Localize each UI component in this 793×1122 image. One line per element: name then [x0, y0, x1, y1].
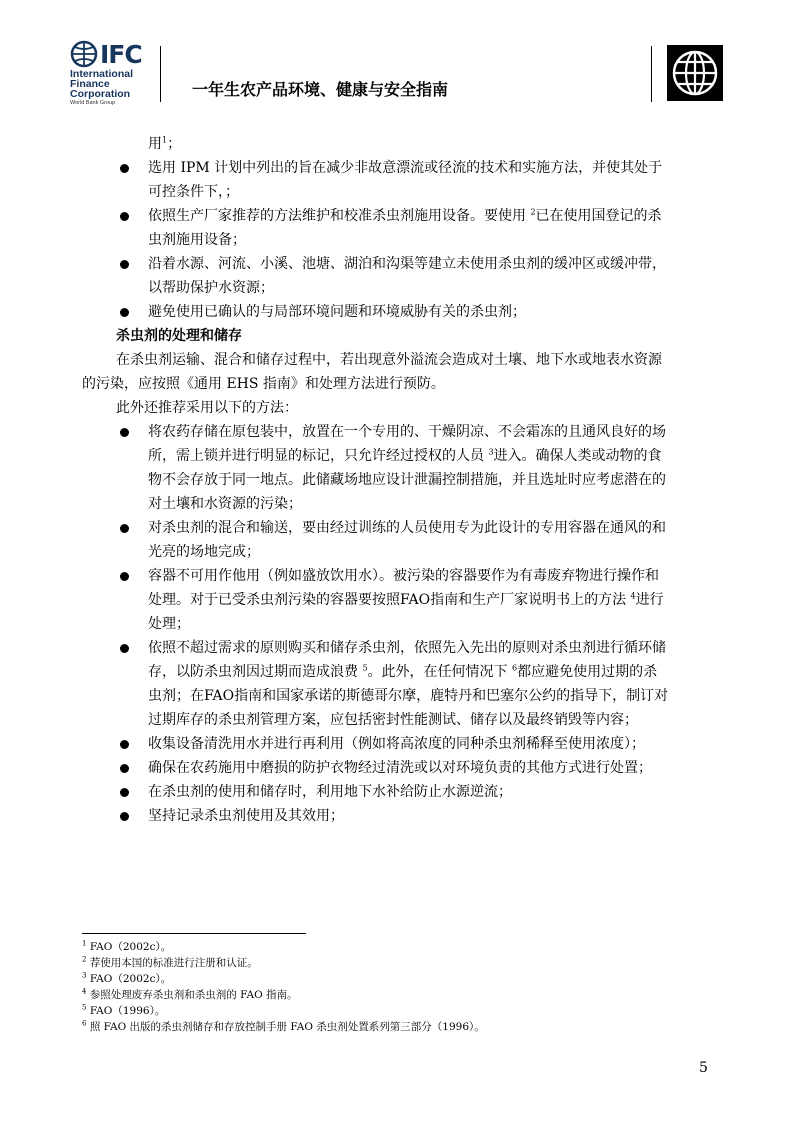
footnote-ref: 1	[162, 135, 168, 145]
list-item	[116, 516, 714, 564]
text: 进入。确保人类或动物的食	[493, 448, 662, 464]
text: ；	[167, 136, 182, 152]
text-line: 过期库存的杀虫剂管理方案，应包括密封性能测试、储存以及最终销毁等内容；	[148, 712, 638, 728]
header-divider-right	[651, 46, 652, 102]
text-line: 物不会存放于同一地点。此储藏场地应设计泄漏控制措施，并且选址时应考虑潜在的	[148, 472, 666, 488]
footnote	[82, 955, 485, 971]
footnote-number: 2	[82, 955, 87, 964]
text-line: 以帮助保护水资源；	[148, 280, 274, 296]
bullet-icon	[120, 524, 129, 533]
main-content	[82, 132, 714, 828]
footnote	[82, 987, 485, 1003]
ifc-globe-icon	[70, 40, 104, 70]
text: 。此外，在任何情况下	[367, 664, 512, 680]
bullet-icon	[120, 164, 129, 173]
text: 都应避免使用过期的杀	[517, 664, 658, 680]
text-line: 将农药存储在原包装中，放置在一个专用的、干燥阴凉、不会霜冻的且通风良好的场	[148, 424, 666, 440]
header-divider-left	[160, 46, 161, 102]
footnote-text: FAO（1996）。	[89, 1005, 166, 1017]
continued-line	[116, 132, 714, 156]
list-item	[116, 564, 714, 636]
text-line: 收集设备清洗用水并进行再利用（例如将高浓度的同种杀虫剂稀释至使用浓度）；	[148, 736, 645, 752]
text-line: 可控条件下，；	[148, 184, 239, 200]
text-line: 虫剂；在FAO指南和国家承诺的斯德哥尔摩，鹿特丹和巴塞尔公约的指导下，制订对	[148, 688, 669, 704]
text-line: 沿着水源、河流、小溪、池塘、湖泊和沟渠等建立未使用杀虫剂的缓冲区或缓冲带，	[148, 256, 666, 272]
ifc-name-line: International	[70, 68, 134, 80]
text-line: 避免使用已确认的与局部环境问题和环境威胁有关的杀虫剂；	[148, 304, 526, 320]
footnote-ref: 5	[362, 663, 368, 673]
ifc-logo	[70, 40, 150, 110]
text-line: 确保在农药施用中磨损的防护衣物经过清洗或以对环境负责的其他方式进行处置；	[148, 760, 652, 776]
bullet-icon	[120, 644, 129, 653]
bullet-icon	[120, 260, 129, 269]
text-line	[148, 204, 714, 228]
text-line	[148, 588, 714, 612]
paragraph-line: 在杀虫剂运输、混合和储存过程中，若出现意外溢流会造成对土壤、地下水或地表水资源	[116, 352, 662, 368]
page-number: 5	[699, 1060, 708, 1076]
footnote-ref: 3	[488, 447, 494, 457]
ifc-subtitle: World Bank Group	[70, 100, 116, 106]
bullet-icon	[120, 308, 129, 317]
footnote-number: 3	[82, 971, 87, 980]
footnote-ref: 2	[530, 207, 536, 217]
footnote-text: FAO（2002c）。	[89, 941, 172, 953]
list-item	[116, 804, 714, 828]
footnote-ref: 4	[630, 591, 636, 601]
paragraph-line: 的污染，应按照《通用 EHS 指南》和处理方法进行预防。	[82, 376, 445, 392]
text: 已在使用国登记的杀	[535, 208, 662, 224]
bullet-icon	[120, 428, 129, 437]
text-line: 对土壤和水资源的污染；	[148, 496, 302, 512]
ifc-name-line: Corporation	[70, 88, 131, 100]
document-title: 一年生农产品环境、健康与安全指南	[192, 80, 449, 99]
paragraph-line: 此外还推荐采用以下的方法：	[116, 400, 298, 416]
text-line: 虫剂施用设备；	[148, 232, 246, 248]
bullet-icon	[120, 788, 129, 797]
ifc-name-line: Finance	[70, 78, 110, 90]
footnote-number: 4	[82, 987, 87, 996]
list-item	[116, 420, 714, 516]
text: 处理。对于已受杀虫剂污染的容器要按照FAO指南和生产厂家说明书上的方法	[148, 592, 631, 608]
text: 存，以防杀虫剂因过期而造成浪费	[148, 664, 363, 680]
page-header	[0, 0, 793, 110]
text: 用	[148, 136, 162, 152]
text-line	[148, 444, 714, 468]
text-line: 处理；	[148, 616, 190, 632]
footnote	[82, 939, 485, 955]
text-line	[148, 660, 714, 684]
text-line: 对杀虫剂的混合和输送，要由经过训练的人员使用专为此设计的专用容器在通风的和	[148, 520, 666, 536]
footnote-text: 荐使用本国的标准进行注册和认证。	[89, 957, 258, 969]
text-line: 容器不可用作他用（例如盛放饮用水）。被污染的容器要作为有毒废弃物进行操作和	[148, 568, 659, 584]
bullet-icon	[120, 572, 129, 581]
text-line: 坚持记录杀虫剂使用及其效用；	[148, 808, 344, 824]
ifc-name	[70, 69, 133, 99]
footnote-separator	[82, 933, 306, 934]
section-heading: 杀虫剂的处理和储存	[116, 328, 242, 344]
bullet-icon	[120, 740, 129, 749]
list-item	[116, 756, 714, 780]
text: 依照生产厂家推荐的方法维护和校准杀虫剂施用设备。要使用	[148, 208, 531, 224]
ifc-logo-text: IFC	[100, 40, 142, 69]
text-line: 在杀虫剂的使用和储存时，利用地下水补给防止水源逆流；	[148, 784, 512, 800]
footnote	[82, 971, 485, 987]
list-item	[116, 732, 714, 756]
text-line: 光亮的场地完成；	[148, 544, 260, 560]
footnote	[82, 1003, 485, 1019]
footnote-ref: 6	[512, 663, 518, 673]
list-item	[116, 252, 714, 300]
list-item	[116, 156, 714, 204]
list-item	[116, 780, 714, 804]
text-line: 依照不超过需求的原则购买和储存杀虫剂，依照先入先出的原则对杀虫剂进行循环储	[148, 640, 666, 656]
footnote-number: 1	[82, 939, 87, 948]
footnote-text: 照 FAO 出版的杀虫剂储存和存放控制手册 FAO 杀虫剂处置系列第三部分（1996）。	[89, 1021, 485, 1033]
text: 所，需上锁并进行明显的标记，只允许经过授权的人员	[148, 448, 489, 464]
bullet-icon	[120, 764, 129, 773]
footnote-text: 参照处理废弃杀虫剂和杀虫剂的 FAO 指南。	[89, 989, 298, 1001]
text: 进行	[635, 592, 664, 608]
list-item	[116, 636, 714, 732]
footnote-number: 5	[82, 1003, 87, 1012]
bullet-icon	[120, 812, 129, 821]
list-item	[116, 204, 714, 252]
footnote-text: FAO（2002c）。	[89, 973, 172, 985]
bullet-icon	[120, 212, 129, 221]
world-bank-globe-icon	[667, 45, 723, 101]
list-item	[116, 300, 714, 324]
footnote	[82, 1019, 485, 1035]
footnotes	[82, 939, 485, 1035]
footnote-number: 6	[82, 1019, 87, 1028]
text-line: 选用 IPM 计划中列出的旨在减少非故意漂流或径流的技术和实施方法，并使其处于	[148, 160, 663, 176]
